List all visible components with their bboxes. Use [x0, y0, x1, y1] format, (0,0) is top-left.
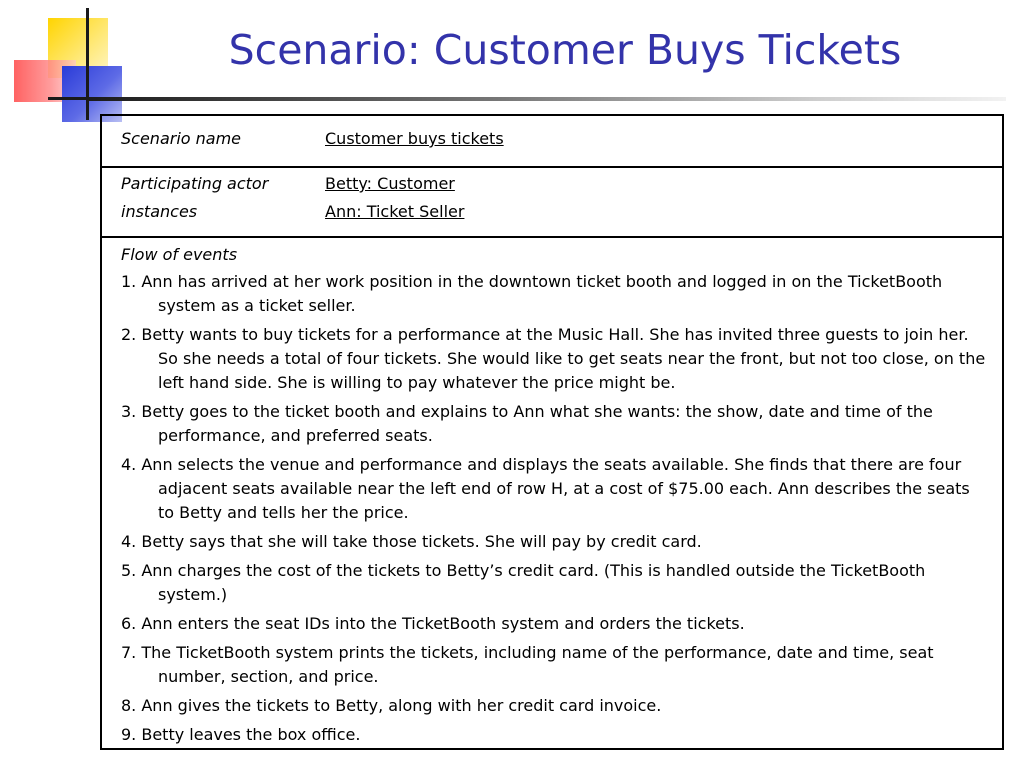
flow-step: 3. Betty goes to the ticket booth and explains to Ann what she wants: the show, date and time of the performance, and preferred seats.	[121, 402, 933, 445]
actors-label-line-1: Participating actor	[121, 174, 269, 193]
decorative-logo	[0, 0, 150, 130]
scenario-name-value: Customer buys tickets	[325, 129, 504, 148]
flow-step: 5. Ann charges the cost of the tickets to Betty’s credit card. (This is handled outside the TicketBooth system.)	[121, 561, 926, 604]
actor-item: Betty: Customer	[325, 174, 455, 193]
title-divider	[86, 97, 1006, 101]
logo-vertical-line	[86, 8, 89, 120]
flow-step: 7. The TicketBooth system prints the tickets, including name of the performance, date and time, seat number, section, and price.	[121, 643, 934, 686]
participating-actors-list	[325, 170, 464, 226]
flow-step: 4. Betty says that she will take those tickets. She will pay by credit card.	[121, 532, 702, 551]
participating-actors-label	[121, 170, 268, 226]
scenario-name-label: Scenario name	[121, 129, 242, 148]
scenario-table	[100, 114, 1004, 750]
flow-step: 6. Ann enters the seat IDs into the TicketBooth system and orders the tickets.	[121, 614, 745, 633]
flow-step: 2. Betty wants to buy tickets for a performance at the Music Hall. She has invited three guests to join her. So she needs a total of four tickets. She would like to get seats near the front, but not too close, on the left hand side. She is willing to pay whatever the price might be.	[121, 325, 986, 392]
flow-step: 8. Ann gives the tickets to Betty, along with her credit card invoice.	[121, 696, 662, 715]
flow-step: 1. Ann has arrived at her work position in the downtown ticket booth and logged in on the TicketBooth system as a ticket seller.	[121, 272, 943, 315]
flow-step: 4. Ann selects the venue and performance and displays the seats available. She finds that there are four adjacent seats available near the left end of row H, at a cost of $75.00 each. Ann describes the seats to Betty and tells her the price.	[121, 455, 970, 522]
flow-step: 9. Betty leaves the box office.	[121, 725, 361, 744]
actor-item: Ann: Ticket Seller	[325, 202, 465, 221]
scenario-name-row	[102, 116, 1002, 168]
flow-of-events-label: Flow of events	[121, 245, 238, 264]
actors-label-line-2: instances	[121, 202, 198, 221]
flow-of-events	[121, 242, 987, 752]
slide-title: Scenario: Customer Buys Tickets	[228, 26, 902, 74]
participating-actors-row	[102, 168, 1002, 238]
flow-of-events-row	[102, 238, 1002, 748]
